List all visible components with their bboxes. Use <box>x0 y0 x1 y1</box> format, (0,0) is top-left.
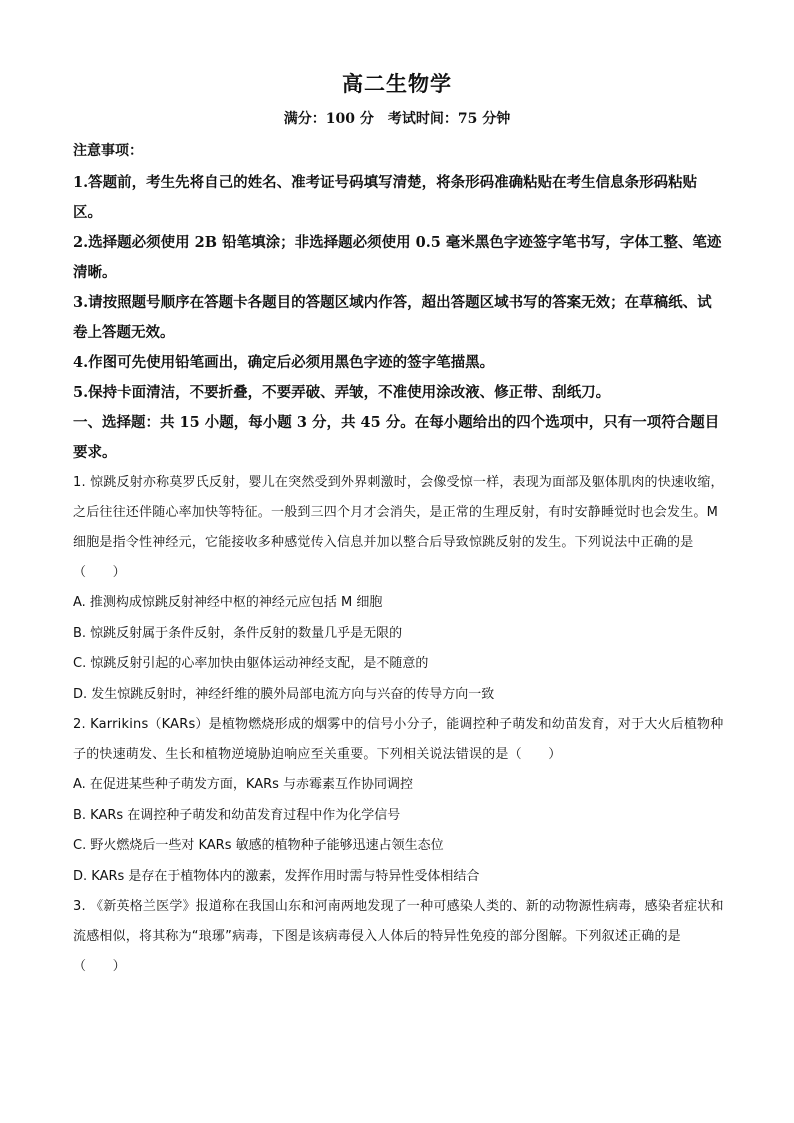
question-option: D. KARs 是存在于植物体内的激素，发挥作用时需与特异性受体相结合 <box>73 868 480 884</box>
notice-heading: 注意事项： <box>73 143 143 159</box>
notice-item: 4.作图可先使用铅笔画出，确定后必须用黑色字迹的签字笔描黑。 <box>73 354 495 371</box>
question-option: B. 惊跳反射属于条件反射，条件反射的数量几乎是无限的 <box>73 625 403 641</box>
question-stem: 2. Karrikins（KARs）是植物燃烧形成的烟雾中的信号小分子，能调控种子萌发和幼苗发育，对于大火后植物种子的快速萌发、生长和植物逆境胁迫响应至关重要。下列相关说法错误的是（ ） <box>73 717 724 762</box>
question-option: A. 推测构成惊跳反射神经中枢的神经元应包括 M 细胞 <box>73 595 383 610</box>
question-option: C. 野火燃烧后一些对 KARs 敏感的植物种子能够迅速占领生态位 <box>73 838 444 853</box>
page-title: 高二生物学 <box>342 71 452 96</box>
exam-content <box>73 140 725 982</box>
notice-item: 2.选择题必须使用 2B 铅笔填涂；非选择题必须使用 0.5 毫米黑色字迹签字笔书写，字体工整、笔迹清晰。 <box>73 234 722 281</box>
question-option: A. 在促进某些种子萌发方面，KARs 与赤霉素互作协同调控 <box>73 777 414 792</box>
score-info: 满分：100 分 <box>283 111 374 127</box>
question-option: D. 发生惊跳反射时，神经纤维的膜外局部电流方向与兴奋的传导方向一致 <box>73 686 495 702</box>
question-stem: 3. 《新英格兰医学》报道称在我国山东和河南两地发现了一种可感染人类的、新的动物源性病毒，感染者症状和流感相似，将其称为“琅琊”病毒，下图是该病毒侵入人体后的特异性免疫的部分图解。下列叙述正确的是（ ） <box>73 899 724 974</box>
notice-item: 1.答题前，考生先将自己的姓名、准考证号码填写清楚，将条形码准确粘贴在考生信息条形码粘贴区。 <box>73 174 698 221</box>
question-stem: 1. 惊跳反射亦称莫罗氏反射，婴儿在突然受到外界刺激时，会像受惊一样，表现为面部及躯体肌肉的快速收缩，之后往往还伴随心率加快等特征。一般到三四个月才会消失，是正常的生理反射，有时安静睡觉时也会发生。M 细胞是指令性神经元，它能接收多种感觉传入信息并加以整合后导致惊跳反射的发生。下列说法中正确的是（ ） <box>73 475 724 580</box>
question-option: B. KARs 在调控种子萌发和幼苗发育过程中作为化学信号 <box>73 807 401 823</box>
notice-item: 5.保持卡面清洁，不要折叠，不要弄破、弄皱，不准使用涂改液、修正带、刮纸刀。 <box>73 384 611 401</box>
question-option: C. 惊跳反射引起的心率加快由躯体运动神经支配，是不随意的 <box>73 656 429 671</box>
time-info: 考试时间：75 分钟 <box>387 111 511 127</box>
notice-item: 3.请按照题号顺序在答题卡各题目的答题区域内作答，超出答题区域书写的答案无效；在草稿纸、试卷上答题无效。 <box>73 294 712 341</box>
section-heading: 一、选择题：共 15 小题，每小题 3 分，共 45 分。在每小题给出的四个选项中，只有一项符合题目要求。 <box>73 414 720 461</box>
exam-info <box>0 108 794 128</box>
